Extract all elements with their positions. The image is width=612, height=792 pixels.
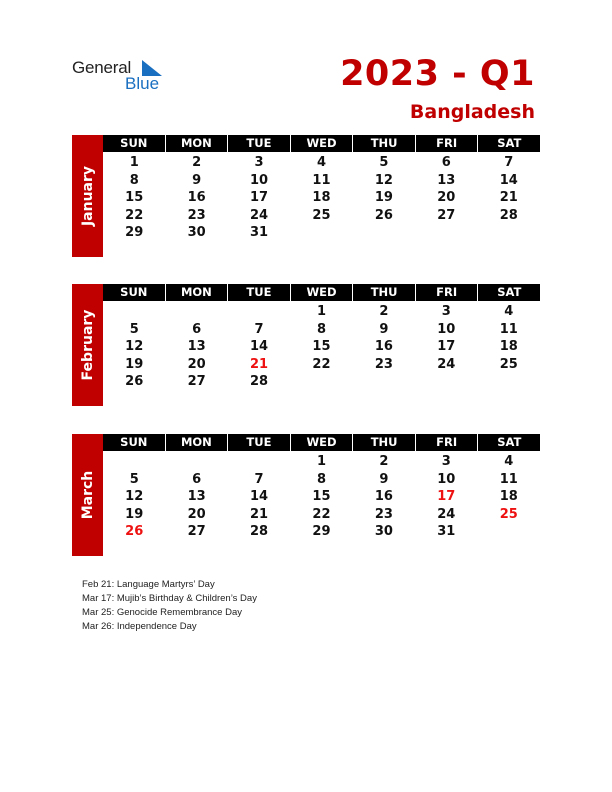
week-row bbox=[103, 338, 540, 356]
weekday-header bbox=[103, 135, 540, 152]
week-row bbox=[103, 154, 540, 172]
day-cell: 8 bbox=[129, 172, 139, 188]
day-cell: 7 bbox=[254, 471, 264, 487]
weekday-thu: THU bbox=[353, 434, 415, 451]
weekday-wed: WED bbox=[291, 135, 353, 152]
day-cell: 19 bbox=[125, 506, 144, 522]
day-cell: 23 bbox=[187, 207, 206, 223]
day-cell: 2 bbox=[379, 454, 389, 469]
week-row bbox=[103, 523, 540, 541]
day-cell: 31 bbox=[437, 524, 456, 539]
day-cell: 6 bbox=[441, 155, 451, 170]
weekday-thu: THU bbox=[353, 284, 415, 301]
weekday-tue: TUE bbox=[228, 284, 290, 301]
day-cell: 21 bbox=[250, 506, 269, 522]
day-cell: 8 bbox=[316, 471, 326, 487]
month-block-march bbox=[72, 434, 540, 556]
empty-cell bbox=[353, 373, 415, 391]
day-cell: 22 bbox=[312, 506, 331, 522]
empty-cell bbox=[228, 453, 290, 471]
country-name: Bangladesh bbox=[409, 101, 535, 123]
day-cell: 5 bbox=[129, 321, 139, 337]
day-cell: 5 bbox=[379, 155, 389, 170]
month-name: January bbox=[79, 165, 96, 227]
month-block-february bbox=[72, 284, 540, 406]
day-cell: 24 bbox=[437, 356, 456, 372]
weekday-wed: WED bbox=[291, 434, 353, 451]
day-cell: 25 bbox=[312, 207, 331, 223]
holiday-day-cell: 17 bbox=[437, 489, 456, 504]
weekday-header bbox=[103, 284, 540, 301]
holiday-item: Feb 21: Language Martyrs’ Day bbox=[82, 579, 215, 590]
empty-cell bbox=[228, 303, 290, 321]
day-cell: 9 bbox=[379, 321, 389, 337]
month-name: March bbox=[79, 470, 96, 520]
day-cell: 12 bbox=[125, 339, 144, 354]
day-cell: 23 bbox=[374, 356, 393, 372]
day-cell: 13 bbox=[187, 339, 206, 354]
day-cell: 10 bbox=[250, 172, 269, 188]
day-cell: 27 bbox=[187, 374, 206, 389]
day-cell: 2 bbox=[192, 155, 202, 170]
day-cell: 21 bbox=[499, 190, 518, 205]
month-label bbox=[72, 135, 103, 257]
weekday-mon: MON bbox=[166, 284, 228, 301]
week-row bbox=[103, 321, 540, 339]
weekday-header bbox=[103, 434, 540, 451]
empty-cell bbox=[165, 303, 227, 321]
weekday-tue: TUE bbox=[228, 434, 290, 451]
weekday-fri: FRI bbox=[416, 434, 478, 451]
week-row bbox=[103, 356, 540, 374]
day-cell: 24 bbox=[250, 207, 269, 223]
day-cell: 28 bbox=[499, 207, 518, 223]
holiday-item: Mar 17: Mujib’s Birthday & Children’s Day bbox=[82, 593, 257, 604]
weekday-tue: TUE bbox=[228, 135, 290, 152]
holiday-day-cell: 25 bbox=[499, 506, 518, 522]
month-grid bbox=[103, 434, 540, 541]
week-row bbox=[103, 303, 540, 321]
week-row bbox=[103, 172, 540, 190]
day-cell: 28 bbox=[250, 524, 269, 539]
day-cell: 10 bbox=[437, 471, 456, 487]
day-cell: 6 bbox=[192, 471, 202, 487]
weekday-mon: MON bbox=[166, 135, 228, 152]
empty-cell bbox=[290, 224, 352, 242]
week-row bbox=[103, 224, 540, 242]
logo-text-general: General bbox=[72, 58, 132, 77]
week-row bbox=[103, 471, 540, 489]
empty-cell bbox=[415, 224, 477, 242]
day-cell: 9 bbox=[379, 471, 389, 487]
day-cell: 13 bbox=[187, 489, 206, 504]
day-cell: 12 bbox=[125, 489, 144, 504]
weekday-sat: SAT bbox=[478, 284, 540, 301]
day-cell: 18 bbox=[499, 489, 518, 504]
empty-cell bbox=[478, 523, 540, 541]
day-cell: 15 bbox=[312, 489, 331, 504]
day-cell: 4 bbox=[504, 454, 514, 469]
holiday-list bbox=[82, 578, 257, 634]
day-cell: 22 bbox=[312, 356, 331, 372]
day-cell: 2 bbox=[379, 304, 389, 319]
day-cell: 29 bbox=[125, 225, 144, 240]
day-cell: 5 bbox=[129, 471, 139, 487]
day-cell: 20 bbox=[437, 190, 456, 205]
day-cell: 3 bbox=[441, 454, 451, 469]
empty-cell bbox=[290, 373, 352, 391]
day-cell: 7 bbox=[504, 155, 514, 170]
empty-cell bbox=[353, 224, 415, 242]
week-row bbox=[103, 207, 540, 225]
page-title: 2023 - Q1 bbox=[340, 54, 535, 94]
day-cell: 14 bbox=[250, 489, 269, 504]
month-label bbox=[72, 434, 103, 556]
day-cell: 16 bbox=[187, 190, 206, 205]
day-cell: 12 bbox=[374, 172, 393, 188]
day-cell: 26 bbox=[374, 207, 393, 223]
empty-cell bbox=[103, 453, 165, 471]
day-cell: 31 bbox=[250, 225, 269, 240]
day-cell: 20 bbox=[187, 506, 206, 522]
day-cell: 10 bbox=[437, 321, 456, 337]
day-cell: 28 bbox=[250, 374, 269, 389]
day-cell: 1 bbox=[316, 304, 326, 319]
weekday-fri: FRI bbox=[416, 284, 478, 301]
empty-cell bbox=[478, 373, 540, 391]
day-cell: 16 bbox=[374, 339, 393, 354]
week-row bbox=[103, 453, 540, 471]
weekday-sat: SAT bbox=[478, 135, 540, 152]
month-label bbox=[72, 284, 103, 406]
day-cell: 1 bbox=[129, 155, 139, 170]
day-cell: 19 bbox=[125, 356, 144, 372]
day-cell: 30 bbox=[187, 225, 206, 240]
day-cell: 15 bbox=[312, 339, 331, 354]
holiday-day-cell: 26 bbox=[125, 524, 144, 539]
week-row bbox=[103, 373, 540, 391]
day-cell: 3 bbox=[441, 304, 451, 319]
day-cell: 29 bbox=[312, 524, 331, 539]
day-cell: 7 bbox=[254, 321, 264, 337]
month-name: February bbox=[79, 309, 96, 381]
empty-cell bbox=[103, 303, 165, 321]
month-grid bbox=[103, 135, 540, 242]
day-cell: 9 bbox=[192, 172, 202, 188]
weekday-sun: SUN bbox=[103, 284, 165, 301]
day-cell: 25 bbox=[499, 356, 518, 372]
day-cell: 4 bbox=[504, 304, 514, 319]
day-cell: 30 bbox=[374, 524, 393, 539]
day-cell: 13 bbox=[437, 172, 456, 188]
day-cell: 1 bbox=[316, 454, 326, 469]
empty-cell bbox=[165, 453, 227, 471]
day-cell: 14 bbox=[499, 172, 518, 188]
weekday-sun: SUN bbox=[103, 135, 165, 152]
weekday-sun: SUN bbox=[103, 434, 165, 451]
day-cell: 27 bbox=[187, 524, 206, 539]
day-cell: 11 bbox=[499, 471, 518, 487]
day-cell: 26 bbox=[125, 374, 144, 389]
day-cell: 24 bbox=[437, 506, 456, 522]
week-row bbox=[103, 506, 540, 524]
weekday-sat: SAT bbox=[478, 434, 540, 451]
day-cell: 11 bbox=[312, 172, 331, 188]
holiday-item: Mar 26: Independence Day bbox=[82, 621, 197, 632]
empty-cell bbox=[415, 373, 477, 391]
weekday-fri: FRI bbox=[416, 135, 478, 152]
holiday-item: Mar 25: Genocide Remembrance Day bbox=[82, 607, 242, 618]
logo bbox=[72, 58, 172, 98]
day-cell: 8 bbox=[316, 321, 326, 337]
day-cell: 22 bbox=[125, 207, 144, 223]
day-cell: 6 bbox=[192, 321, 202, 337]
month-grid bbox=[103, 284, 540, 391]
weekday-wed: WED bbox=[291, 284, 353, 301]
holiday-day-cell: 21 bbox=[250, 356, 269, 372]
day-cell: 18 bbox=[312, 190, 331, 205]
day-cell: 17 bbox=[250, 190, 269, 205]
day-cell: 17 bbox=[437, 339, 456, 354]
day-cell: 14 bbox=[250, 339, 269, 354]
day-cell: 11 bbox=[499, 321, 518, 337]
day-cell: 3 bbox=[254, 155, 264, 170]
day-cell: 23 bbox=[374, 506, 393, 522]
week-row bbox=[103, 488, 540, 506]
day-cell: 27 bbox=[437, 207, 456, 223]
day-cell: 19 bbox=[374, 190, 393, 205]
day-cell: 18 bbox=[499, 339, 518, 354]
day-cell: 20 bbox=[187, 356, 206, 372]
month-block-january bbox=[72, 135, 540, 257]
logo-text-blue: Blue bbox=[125, 74, 160, 93]
weekday-thu: THU bbox=[353, 135, 415, 152]
empty-cell bbox=[478, 224, 540, 242]
day-cell: 4 bbox=[316, 155, 326, 170]
day-cell: 16 bbox=[374, 489, 393, 504]
weekday-mon: MON bbox=[166, 434, 228, 451]
week-row bbox=[103, 189, 540, 207]
day-cell: 15 bbox=[125, 190, 144, 205]
